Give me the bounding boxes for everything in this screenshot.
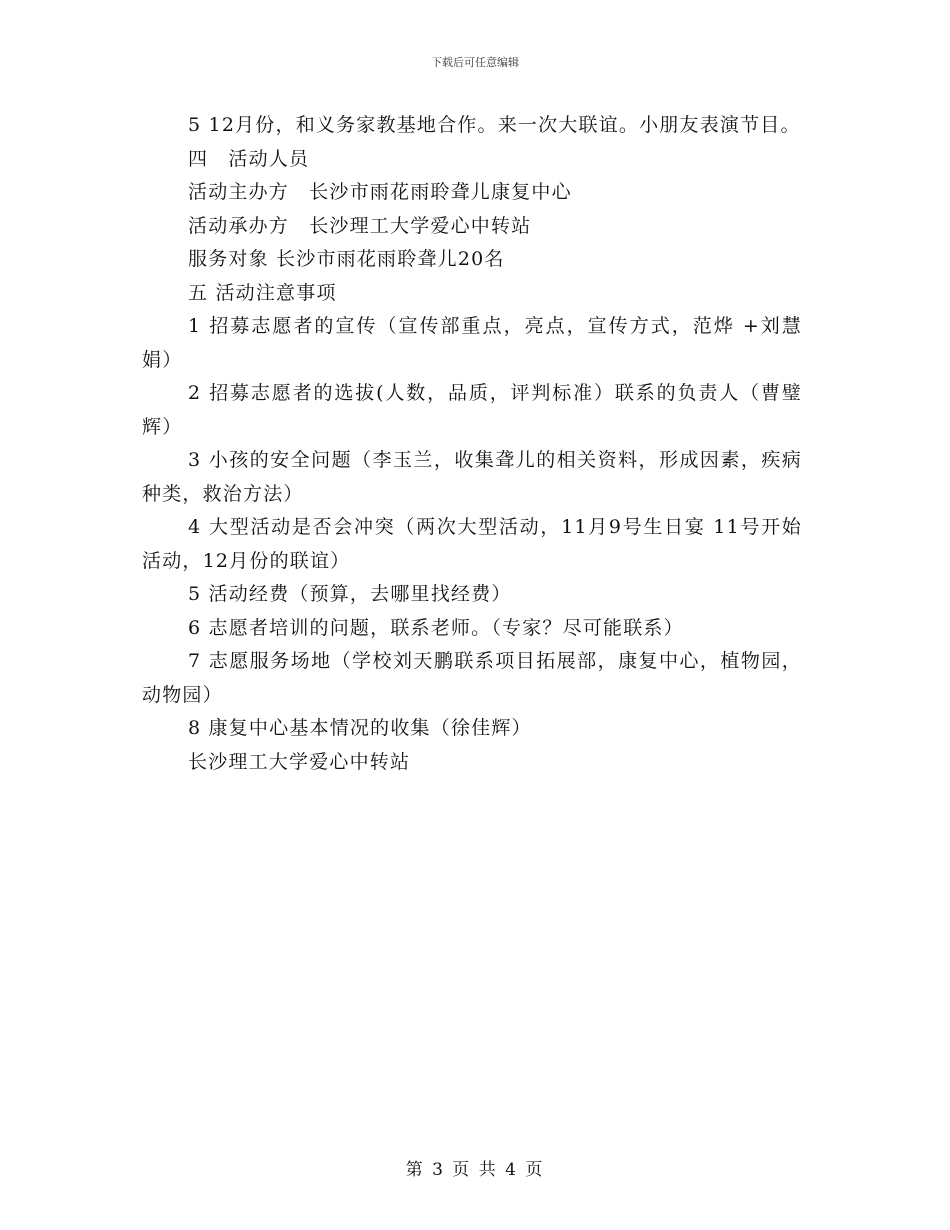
paragraph-note-2: 2 招募志愿者的选拔(人数，品质，评判标准）联系的负责人（曹璧辉） bbox=[142, 382, 802, 438]
paragraph-item-5-december: 5 12月份，和义务家教基地合作。来一次大联谊。小朋友表演节目。 bbox=[188, 114, 801, 136]
header-note: 下载后可任意编辑 bbox=[431, 56, 519, 69]
paragraph-co-organizer: 活动承办方 长沙理工大学爱心中转站 bbox=[188, 214, 532, 237]
paragraph-note-4: 4 大型活动是否会冲突（两次大型活动，11月9号生日宴 11号开始活动，12月份的联谊） bbox=[142, 516, 802, 572]
section-heading-personnel: 四 活动人员 bbox=[188, 147, 310, 170]
paragraph-note-6: 6 志愿者培训的问题，联系老师。（专家？尽可能联系） bbox=[188, 616, 684, 639]
paragraph-note-8: 8 康复中心基本情况的收集（徐佳辉） bbox=[188, 717, 532, 739]
paragraph-organizer: 活动主办方 长沙市雨花雨聆聋儿康复中心 bbox=[188, 181, 572, 203]
section-heading-notes: 五 活动注意事项 bbox=[188, 281, 337, 304]
paragraph-note-1: 1 招募志愿者的宣传（宣传部重点，亮点，宣传方式，范烨 +刘慧娟） bbox=[142, 315, 802, 371]
paragraph-service-target: 服务对象 长沙市雨花雨聆聋儿20名 bbox=[188, 248, 505, 270]
paragraph-note-3: 3 小孩的安全问题（李玉兰，收集聋儿的相关资料，形成因素，疾病种类，救治方法） bbox=[142, 449, 802, 505]
document-body bbox=[142, 109, 802, 779]
paragraph-note-7: 7 志愿服务场地（学校刘天鹏联系项目拓展部，康复中心，植物园，动物园） bbox=[142, 650, 802, 706]
page-footer: 第 3 页 共 4 页 bbox=[405, 1160, 545, 1180]
paragraph-note-5: 5 活动经费（预算，去哪里找经费） bbox=[188, 583, 512, 605]
paragraph-signature: 长沙理工大学爱心中转站 bbox=[188, 750, 411, 773]
